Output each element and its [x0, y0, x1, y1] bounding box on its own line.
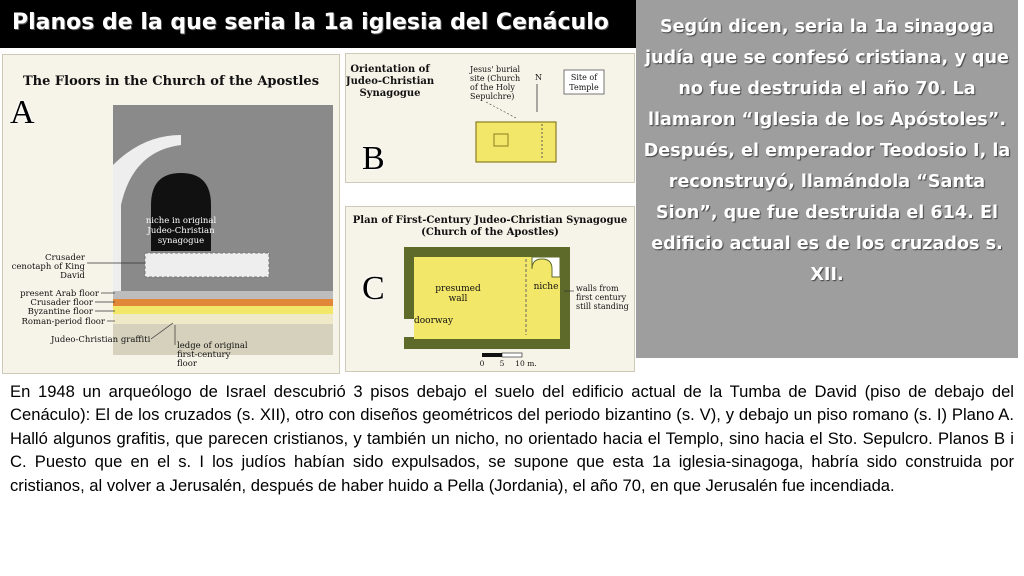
plan-a-label-crusader: Crusader — [44, 253, 85, 263]
plan-c-scale-0: 0 — [479, 359, 485, 368]
plan-b-temple-1: Site of — [570, 73, 598, 82]
plan-b-diagram — [346, 54, 634, 182]
plan-a-byzantine-floor — [113, 306, 333, 314]
plan-c-doorway-label: doorway — [414, 316, 454, 326]
plan-b-burial-2: site (Church — [470, 74, 521, 83]
plan-a-label-byzantine-floor: Byzantine floor — [27, 307, 93, 317]
plan-b-temple-2: Temple — [569, 83, 599, 92]
plan-c-scale-bar — [482, 353, 522, 357]
side-text: Según dicen, seria la 1a sinagoga judía que se confesó cristiana, y que no fue destruida el año 70. La llamaron “Iglesia de los Apóstoles”. Después, el emperador Teodosio I, la reconstruyó, llamándola “Santa Sion”, que fue destruida el 614. El edificio actual es de los cruzados s. XII. — [643, 17, 1011, 285]
plan-b-title-3: Synagogue — [359, 88, 421, 99]
plan-b-panel — [345, 53, 635, 183]
plan-a-roman-floor — [113, 314, 333, 324]
plan-c-doorway — [404, 319, 414, 337]
plan-c-niche-label: niche — [533, 282, 559, 292]
plan-b-title-1: Orientation of — [350, 64, 430, 75]
plan-c-floor — [414, 257, 560, 339]
plan-b-title-2: Judeo-Christian — [346, 76, 435, 87]
plan-a-niche-label-1: niche in original — [145, 216, 217, 226]
plan-a-ledge-label-1: ledge of original — [177, 341, 248, 351]
plan-b-letter: B — [362, 140, 385, 177]
plan-c-panel — [345, 206, 635, 372]
plan-c-walls-label-2: first century — [576, 293, 627, 302]
plan-a-arab-floor — [113, 291, 333, 299]
plan-a-letter: A — [10, 94, 35, 131]
plan-a-ledge-label-3: floor — [177, 359, 197, 369]
plan-b-burial-4: Sepulchre) — [470, 92, 515, 101]
plan-b-north-label: N — [535, 73, 542, 82]
plan-a-label-crusader-floor: Crusader floor — [30, 298, 93, 308]
plan-a-title: The Floors in the Church of the Apostles — [22, 74, 320, 89]
plan-a-ledge-label-2: first-century — [177, 350, 231, 360]
plan-c-wall-label-2: wall — [448, 294, 468, 304]
body-paragraph: En 1948 un arqueólogo de Israel descubrió 3 pisos debajo el suelo del edificio actual de la Tumba de David (piso de debajo del Cenáculo): El de los cruzados (s. XII), otro con diseños geométricos del periodo bizantino (s. V), y debajo un piso romano (s. I) Plano A. Halló algunos grafitis, que parecen cristianos, y también un nicho, no orientado hacia el Templo, sino hacia el Sto. Sepulcro. Planos B i C. Puesto que en el s. I los judíos habían sido expulsados, se supone que esta 1a iglesia-sinagoga, habría sido construida por cristianos, al volver a Jerusalén, después de haber huido a Pella (Jordania), el año 70, en que Jerusalén fue incendiada. — [10, 382, 1014, 495]
plan-c-title-2: (Church of the Apostles) — [421, 227, 559, 238]
plan-a-niche-label-3: synagogue — [157, 236, 205, 246]
plan-b-burial-3: of the Holy — [470, 83, 515, 92]
plan-a-label-graffiti: Judeo-Christian graffiti — [51, 335, 151, 345]
plan-c-letter: C — [362, 270, 385, 307]
plan-c-wall-label-1: presumed — [435, 284, 481, 294]
plan-c-scale-10: 10 m. — [515, 359, 537, 368]
plan-a-panel — [2, 54, 340, 374]
plan-a-label-cenotaph: cenotaph of King — [11, 262, 85, 272]
plan-a-label-roman-floor: Roman-period floor — [21, 317, 105, 327]
plan-a-crusader-floor — [113, 299, 333, 306]
plan-b-burial-1: Jesus' burial — [470, 65, 521, 74]
plan-a-label-david: David — [60, 271, 85, 281]
plan-c-diagram — [346, 207, 634, 371]
plan-c-scale-5: 5 — [499, 359, 505, 368]
plan-c-title-1: Plan of First-Century Judeo-Christian Synagogue — [352, 215, 628, 226]
slide-title: Planos de la que seria la 1a iglesia del Cenáculo — [12, 10, 609, 35]
plan-a-diagram — [3, 55, 339, 373]
plan-a-label-arab-floor: present Arab floor — [20, 289, 99, 299]
plan-c-walls-label-1: walls from — [576, 284, 619, 293]
plan-b-synagogue-plan — [476, 122, 556, 162]
plan-a-cenotaph — [145, 253, 269, 277]
plan-a-niche-label-2: Judeo-Christian — [147, 226, 215, 236]
plan-b-sightline — [486, 102, 516, 118]
plan-c-walls-label-3: still standing — [576, 302, 629, 311]
